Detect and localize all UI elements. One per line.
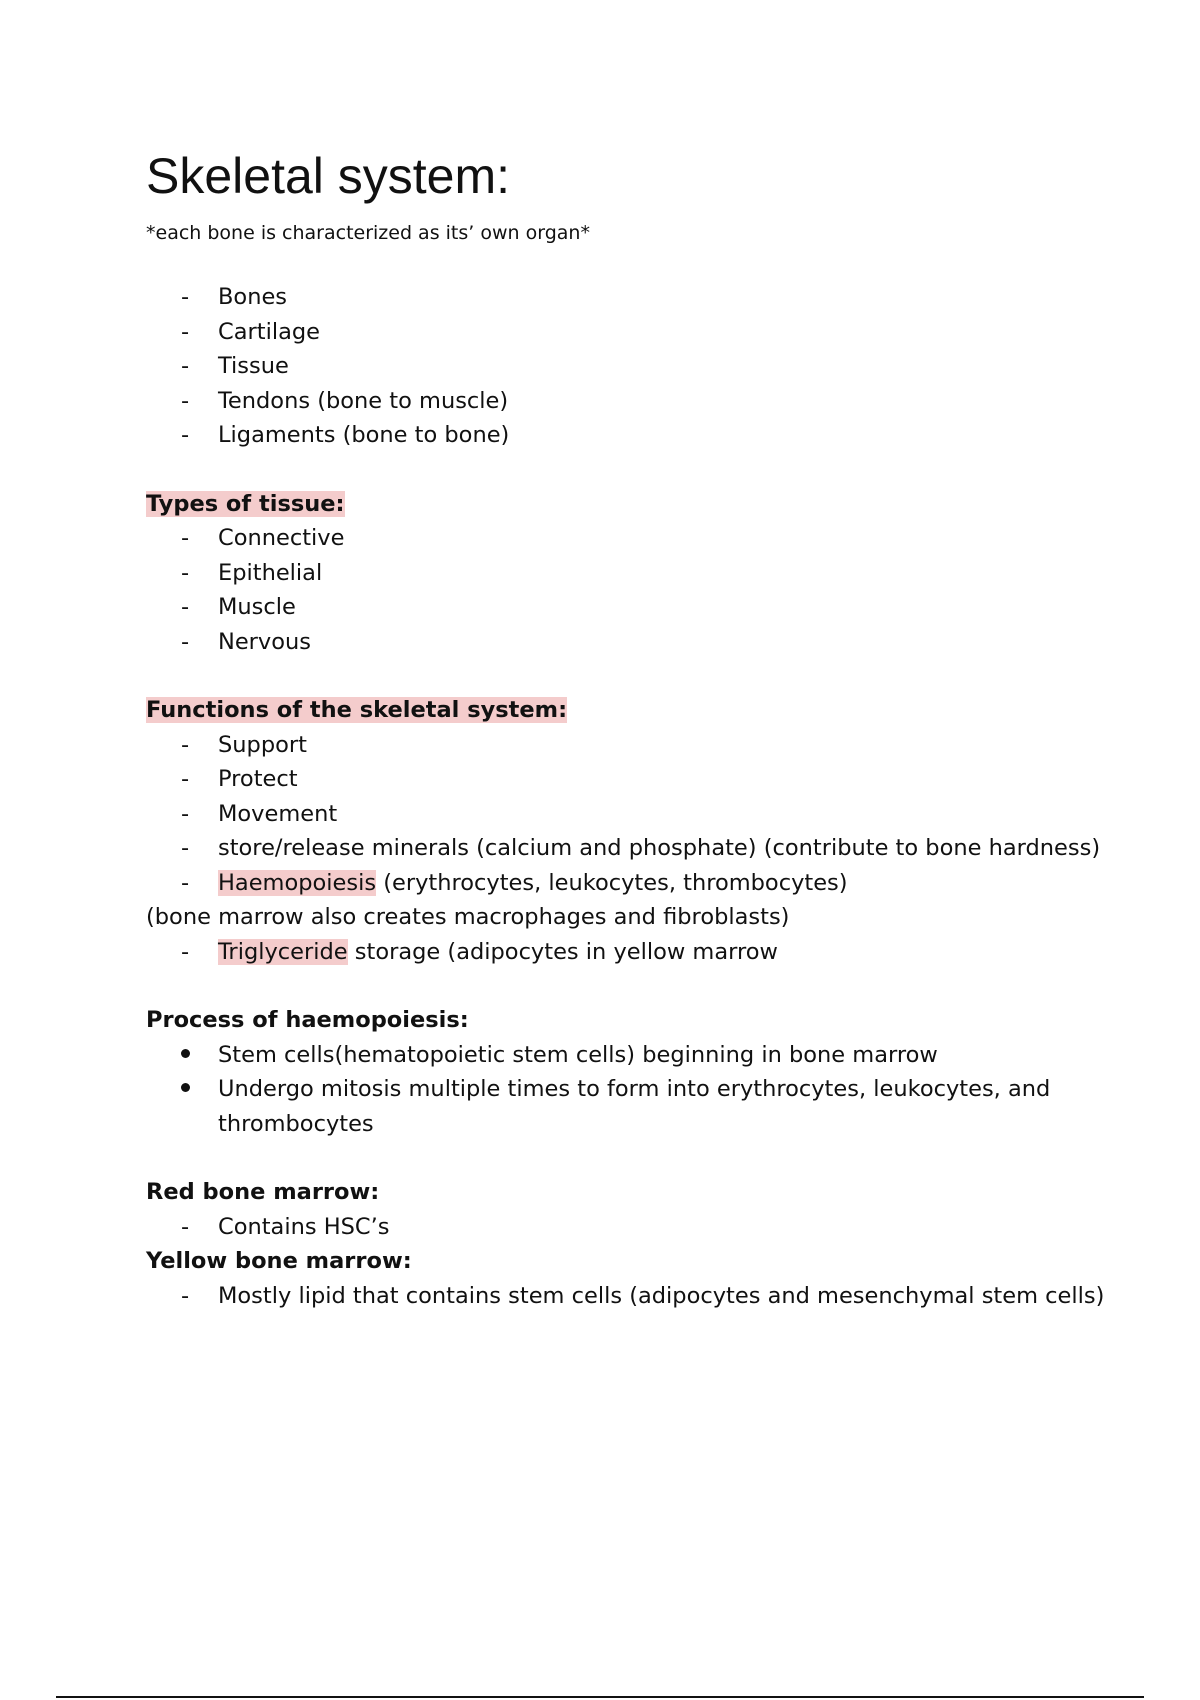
dash-marker: -: [181, 628, 190, 655]
dash-marker: -: [181, 422, 190, 448]
list-item: - Nervous: [146, 625, 1106, 660]
dash-marker: -: [181, 525, 190, 551]
dash-marker: -: [181, 353, 190, 379]
components-list: [146, 280, 1106, 453]
list-item: - store/release minerals (calcium and phosphate) (contribute to bone hardness): [146, 831, 1106, 866]
dash-marker: -: [181, 869, 190, 896]
list-item: - Bones: [146, 280, 1106, 315]
list-item: - Haemopoiesis (erythrocytes, leukocytes, thrombocytes): [146, 866, 1106, 901]
tissue-heading: Types of tissue:: [146, 490, 345, 517]
marrow-note: (bone marrow also creates macrophages and fibroblasts): [146, 904, 790, 930]
functions-list-cont: [146, 935, 1106, 970]
list-item: - Ligaments (bone to bone): [146, 418, 1106, 453]
list-item: - Tendons (bone to muscle): [146, 384, 1106, 419]
dash-marker: -: [181, 594, 190, 620]
list-item: - Mostly lipid that contains stem cells (adipocytes and mesenchymal stem cells): [146, 1279, 1106, 1314]
dash-marker: -: [181, 284, 190, 310]
yellow-marrow-heading: Yellow bone marrow:: [146, 1248, 412, 1274]
list-item: Stem cells(hematopoietic stem cells) beginning in bone marrow: [146, 1038, 1106, 1073]
process-list: [146, 1038, 1106, 1142]
triglyceride-term: Triglyceride: [218, 938, 348, 965]
list-item: - Epithelial: [146, 556, 1106, 591]
functions-heading: Functions of the skeletal system:: [146, 697, 568, 723]
dash-marker: -: [181, 835, 190, 861]
dash-marker: -: [181, 559, 190, 586]
list-item: - Triglyceride storage (adipocytes in yellow marrow: [146, 935, 1106, 970]
list-item: - Tissue: [146, 349, 1106, 384]
document-page: [146, 140, 1106, 1313]
functions-list: [146, 728, 1106, 901]
process-heading: Process of haemopoiesis:: [146, 1007, 469, 1033]
list-item: - Contains HSC’s: [146, 1210, 1106, 1245]
dash-marker: -: [181, 800, 190, 827]
dash-marker: -: [181, 387, 190, 414]
page-bottom-rule: [56, 1696, 1144, 1698]
list-item: - Muscle: [146, 590, 1106, 625]
page-title: Skeletal system:: [146, 148, 511, 204]
list-item: - Support: [146, 728, 1106, 763]
tissue-list: [146, 521, 1106, 659]
red-marrow-list: [146, 1210, 1106, 1245]
list-item: - Connective: [146, 521, 1106, 556]
list-item: - Movement: [146, 797, 1106, 832]
dash-marker: -: [181, 766, 190, 792]
bullet-marker: [181, 1038, 201, 1073]
red-marrow-heading: Red bone marrow:: [146, 1179, 380, 1205]
haemopoiesis-term: Haemopoiesis: [218, 869, 377, 896]
dash-marker: -: [181, 938, 190, 965]
list-item: - Cartilage: [146, 315, 1106, 350]
list-item: Undergo mitosis multiple times to form into erythrocytes, leukocytes, and thrombocytes: [146, 1072, 1106, 1141]
dash-marker: -: [181, 1282, 190, 1309]
dash-marker: -: [181, 731, 190, 758]
bullet-marker: [181, 1072, 201, 1107]
list-item: - Protect: [146, 762, 1106, 797]
dash-marker: -: [181, 1213, 190, 1240]
yellow-marrow-list: [146, 1279, 1106, 1314]
organ-note: *each bone is characterized as its’ own organ*: [146, 222, 590, 244]
dash-marker: -: [181, 318, 190, 345]
